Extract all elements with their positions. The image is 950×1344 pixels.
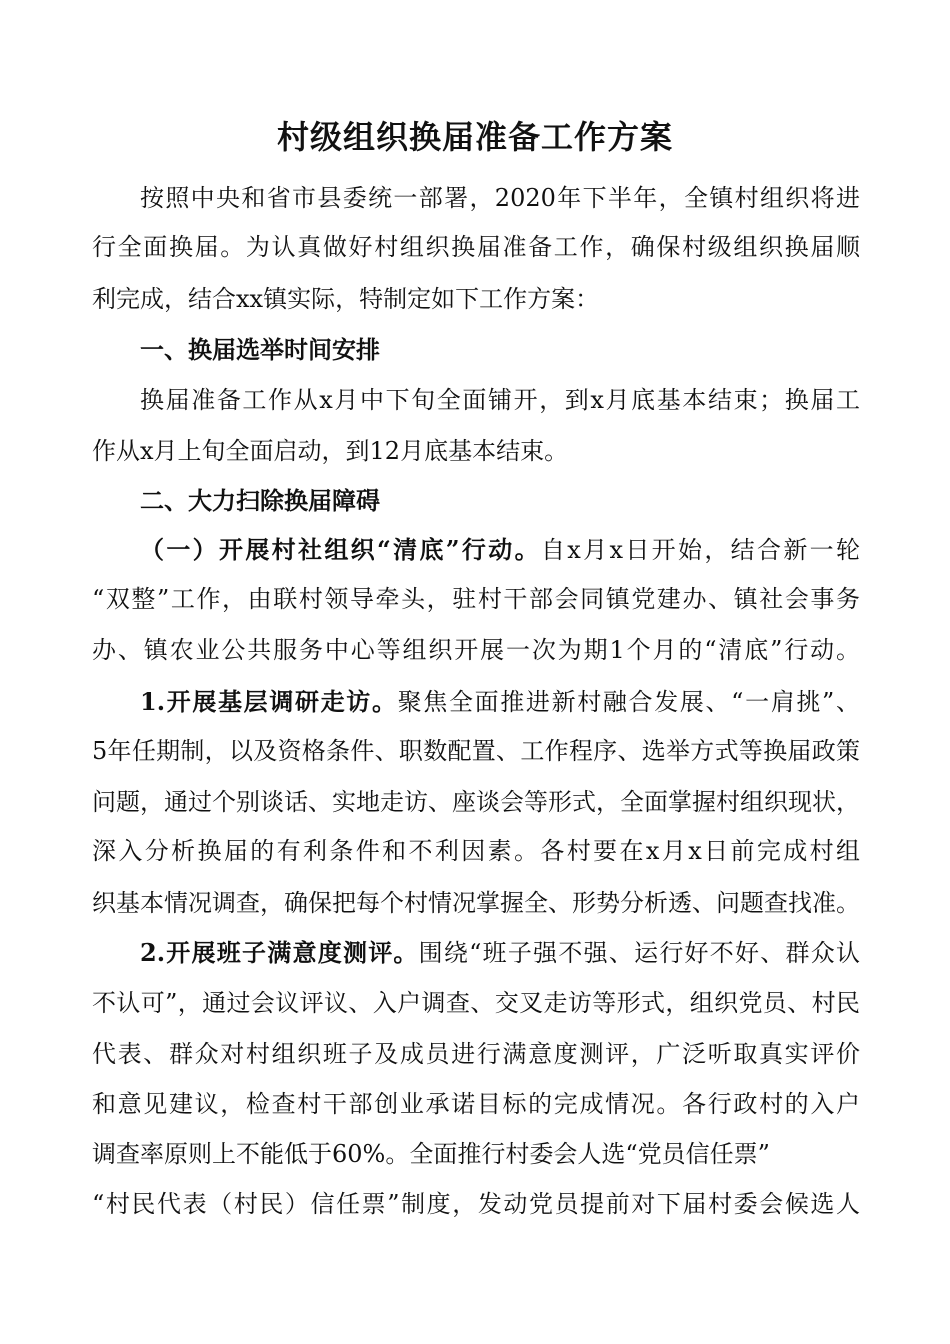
paragraph-line: 行全面换届。为认真做好村组织换届准备工作，确保村级组织换届顺 bbox=[92, 233, 860, 261]
item-text: 聚焦全面推进新村融合发展、“一肩挑”、 bbox=[397, 688, 860, 716]
paragraph-line: 代表、群众对村组织班子及成员进行满意度测评，广泛听取真实评价 bbox=[92, 1040, 860, 1068]
paragraph-line: 换届准备工作从x月中下旬全面铺开，到x月底基本结束；换届工 bbox=[140, 386, 860, 414]
paragraph-line: 按照中央和省市县委统一部署，2020年下半年，全镇村组织将进 bbox=[140, 184, 860, 212]
paragraph-line: 深入分析换届的有利条件和不利因素。各村要在x月x日前完成村组 bbox=[92, 837, 860, 865]
item-text: 围绕“班子强不强、运行好不好、群众认 bbox=[418, 939, 860, 967]
section-heading: 二、大力扫除换届障碍 bbox=[140, 487, 380, 515]
document-title: 村级组织换届准备工作方案 bbox=[276, 118, 673, 156]
item-lead: 1.开展基层调研走访。 bbox=[140, 687, 398, 716]
paragraph-line: 办、镇农业公共服务中心等组织开展一次为期1个月的“清底”行动。 bbox=[92, 636, 860, 664]
paragraph-line: 织基本情况调查，确保把每个村情况掌握全、形势分析透、问题查找准。 bbox=[92, 889, 860, 917]
paragraph-line: 利完成，结合xx镇实际，特制定如下工作方案： bbox=[92, 285, 600, 313]
paragraph-line: 5年任期制，以及资格条件、职数配置、工作程序、选举方式等换届政策 bbox=[92, 737, 860, 765]
item-line bbox=[92, 685, 860, 719]
item-line bbox=[92, 936, 860, 970]
subsection-lead: （一）开展村社组织“清底”行动。 bbox=[140, 535, 541, 564]
paragraph-line: 和意见建议，检查村干部创业承诺目标的完成情况。各行政村的入户 bbox=[92, 1090, 860, 1118]
paragraph-line: 调查率原则上不能低于60%。全面推行村委会人选“党员信任票” bbox=[92, 1140, 770, 1168]
paragraph-line: 不认可”，通过会议评议、入户调查、交叉走访等形式，组织党员、村民 bbox=[92, 989, 860, 1017]
item-lead: 2.开展班子满意度测评。 bbox=[140, 938, 419, 967]
paragraph-line: “村民代表（村民）信任票”制度，发动党员提前对下届村委会候选人 bbox=[92, 1190, 860, 1218]
subsection-text: 自x月x日开始，结合新一轮 bbox=[540, 536, 860, 564]
paragraph-line: “双整”工作，由联村领导牵头，驻村干部会同镇党建办、镇社会事务 bbox=[92, 585, 860, 613]
section-heading: 一、换届选举时间安排 bbox=[140, 336, 380, 364]
paragraph-line: 作从x月上旬全面启动，到12月底基本结束。 bbox=[92, 437, 569, 465]
paragraph-line: 问题，通过个别谈话、实地走访、座谈会等形式，全面掌握村组织现状， bbox=[92, 788, 860, 816]
subsection-line bbox=[92, 533, 860, 567]
